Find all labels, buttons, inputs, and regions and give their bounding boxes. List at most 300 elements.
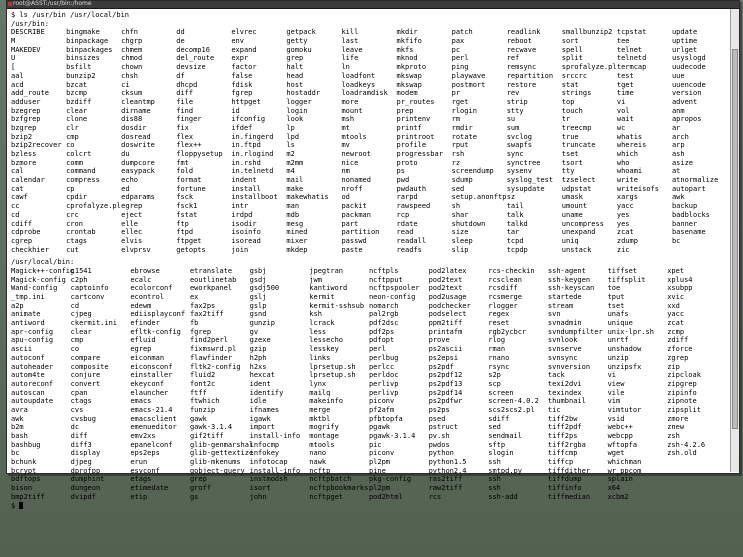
- file-entry: echo: [121, 176, 139, 185]
- file-entry: sed: [451, 184, 465, 193]
- file-entry: doswrite: [121, 141, 155, 150]
- file-entry: bzip2: [11, 132, 33, 141]
- file-entry: antiword: [11, 319, 45, 328]
- file-entry: splain: [607, 475, 633, 484]
- file-entry: mail: [286, 176, 304, 185]
- file-entry: leave: [341, 45, 363, 54]
- file-entry: truncate: [561, 141, 596, 150]
- file-entry: mkfifo: [396, 37, 422, 46]
- file-entry: cron: [66, 219, 83, 228]
- usr-local-bin-listing: [11, 267, 727, 502]
- file-entry: tr: [561, 115, 571, 124]
- file-entry: pstruct: [428, 423, 459, 432]
- file-entry: john: [249, 492, 267, 501]
- file-entry: writeisofs: [616, 184, 660, 193]
- file-entry: ftpd: [176, 228, 194, 237]
- file-entry: cvs: [70, 405, 84, 414]
- file-entry: mkproto: [396, 63, 427, 72]
- text-cursor: [19, 502, 23, 509]
- file-entry: playwave: [451, 71, 486, 80]
- file-entry: ctags: [66, 236, 88, 245]
- file-entry: ssh-keygen: [547, 275, 591, 284]
- file-entry: rz: [451, 158, 461, 167]
- file-entry: ps2epsi: [428, 353, 459, 362]
- file-entry: bzmore: [11, 158, 37, 167]
- file-entry: lprsetup.sh: [309, 362, 356, 371]
- file-entry: banner: [671, 219, 698, 228]
- file-entry: packit: [341, 202, 367, 211]
- file-entry: neon-config: [368, 293, 416, 301]
- file-entry: wftopfa: [607, 440, 638, 449]
- file-entry: test: [616, 71, 634, 80]
- file-entry: bash: [11, 432, 28, 440]
- file-entry: eoutlinetab: [189, 275, 237, 284]
- file-entry: getopts: [176, 245, 206, 254]
- file-entry: write: [616, 176, 638, 185]
- file-entry: time: [616, 89, 634, 98]
- file-entry: man: [286, 202, 300, 211]
- file-entry: last: [341, 37, 359, 46]
- file-entry: ebrowse: [130, 266, 160, 275]
- file-entry: econtrol: [130, 293, 165, 301]
- file-entry: etags: [130, 475, 152, 484]
- file-entry: install-info: [249, 466, 301, 475]
- file-entry: tiffdither: [547, 466, 591, 475]
- file-entry: gzip: [249, 345, 267, 354]
- file-entry: pgawk: [368, 423, 391, 432]
- file-entry: emacsclient: [130, 414, 177, 423]
- file-entry: sprofalyze.pl: [561, 63, 617, 72]
- file-entry: ncftpspooler: [368, 284, 420, 293]
- file-entry: swapfs: [506, 141, 532, 150]
- file-entry: checkhier: [11, 245, 49, 254]
- file-entry: instmodsh: [249, 475, 288, 484]
- file-entry: ls: [286, 141, 295, 150]
- file-entry: bison: [11, 484, 33, 493]
- file-entry: devsize: [176, 63, 206, 72]
- file-entry: svn: [547, 310, 561, 319]
- file-entry: pc: [451, 45, 461, 54]
- file-entry: whereis: [616, 141, 647, 150]
- file-entry: file: [176, 97, 194, 106]
- file-entry: vile: [607, 388, 625, 397]
- file-entry: termcap: [616, 63, 647, 72]
- file-entry: gobject-query: [189, 466, 245, 475]
- file-entry: tiff2pdf: [547, 423, 582, 432]
- file-entry: rcsdiff: [488, 284, 518, 293]
- file-entry: cd: [70, 301, 80, 310]
- file-entry: vsid: [607, 414, 625, 423]
- file-entry: perl: [451, 54, 469, 63]
- file-entry: conjure: [70, 371, 101, 380]
- file-entry: sdump: [451, 176, 473, 185]
- file-entry: compare: [70, 353, 101, 362]
- file-entry: in.telnetd: [231, 167, 274, 176]
- input-line[interactable]: [11, 502, 727, 511]
- file-entry: h2xs: [249, 362, 267, 371]
- file-entry: head: [286, 71, 304, 80]
- file-entry: ekeyconf: [130, 379, 165, 388]
- file-entry: bc: [671, 236, 681, 245]
- file-entry: tsort: [561, 158, 583, 167]
- usr-bin-listing: [11, 28, 727, 254]
- scrollbar-thumb[interactable]: [732, 49, 738, 429]
- file-entry: regex: [488, 310, 510, 319]
- file-entry: tar: [506, 228, 520, 237]
- file-entry: [667, 458, 727, 467]
- file-entry: aal: [11, 71, 24, 80]
- file-entry: uncompress: [561, 219, 604, 228]
- file-entry: diff3: [70, 440, 92, 449]
- file-entry: sysupdate: [506, 184, 545, 193]
- file-entry: podselect: [428, 310, 467, 319]
- file-entry: svnadmin: [547, 319, 582, 328]
- file-entry: zdump: [616, 236, 638, 245]
- file-entry: env: [231, 37, 244, 46]
- file-entry: mknod: [396, 54, 418, 63]
- file-entry: clear: [70, 327, 92, 336]
- file-entry: bzfgrep: [11, 115, 41, 124]
- file-entry: lpd: [286, 132, 300, 141]
- file-entry: pv.sh: [428, 432, 450, 440]
- file-entry: egrep: [130, 345, 152, 354]
- file-entry: tiffdump: [547, 475, 582, 484]
- file-entry: pod2latex: [428, 266, 467, 275]
- file-entry: crc: [66, 210, 79, 219]
- file-entry: cjpeg: [70, 310, 92, 319]
- file-entry: Wand-config: [11, 284, 58, 293]
- file-entry: cp: [66, 184, 75, 193]
- file-entry: indent: [231, 176, 257, 185]
- file-entry: zcmp: [667, 327, 685, 336]
- file-entry: size: [451, 228, 469, 237]
- file-entry: tset: [607, 301, 625, 310]
- file-entry: python2.4: [428, 466, 467, 475]
- file-entry: rcs-checkin: [488, 266, 535, 275]
- file-entry: setup.anonftp: [451, 193, 507, 202]
- file-entry: etip: [130, 492, 148, 501]
- file-entry: autoscan: [11, 388, 45, 397]
- file-entry: ftff: [189, 388, 207, 397]
- file-entry: erun: [130, 458, 148, 467]
- file-entry: gzexe: [249, 336, 271, 345]
- window-title: root@ASST:/usr/bin:/home: [13, 0, 92, 7]
- file-entry: at: [671, 167, 681, 176]
- window-titlebar[interactable]: [7, 1, 739, 9]
- file-entry: texi2dvi: [547, 379, 582, 388]
- file-entry: talk: [506, 210, 524, 219]
- file-entry: update: [671, 28, 698, 37]
- file-entry: treecmp: [561, 123, 592, 132]
- scrollbar[interactable]: [730, 9, 739, 472]
- file-entry: getty: [286, 37, 308, 46]
- file-entry: advent: [671, 97, 698, 106]
- file-entry: ln: [341, 63, 350, 72]
- file-entry: ci: [121, 80, 130, 89]
- file-entry: python1.5: [428, 458, 467, 467]
- file-entry: proto: [396, 158, 418, 167]
- file-entry: perlcc: [368, 362, 395, 371]
- file-entry: funzip: [189, 405, 216, 414]
- file-entry: ncftpbookmarks: [309, 484, 369, 493]
- file-entry: fmt: [176, 158, 189, 167]
- file-entry: ncftpls: [368, 266, 399, 275]
- file-entry: tiffcp: [547, 458, 574, 467]
- file-entry: chsh: [121, 71, 139, 80]
- file-entry: xargs: [616, 193, 638, 202]
- file-entry: chgrp: [121, 37, 143, 46]
- file-entry: calendar: [11, 176, 45, 185]
- file-entry: colcrt: [66, 150, 92, 158]
- file-entry: rlogger: [488, 301, 518, 310]
- file-entry: ssh-keyscan: [547, 284, 595, 293]
- file-entry: bzless: [11, 150, 37, 158]
- file-entry: syslog_test: [506, 176, 554, 185]
- file-entry: dc: [70, 423, 80, 432]
- file-entry: lessecho: [309, 336, 343, 345]
- file-entry: zipcloak: [667, 371, 701, 380]
- file-entry: factor: [231, 63, 257, 72]
- terminal-output[interactable]: [11, 11, 727, 510]
- file-entry: ecalc: [130, 275, 152, 284]
- file-entry: dosdir: [121, 123, 147, 132]
- file-entry: ppm2tiff: [428, 319, 463, 328]
- file-entry: install: [231, 184, 261, 193]
- file-entry: ifnames: [249, 405, 280, 414]
- file-entry: captoinfo: [70, 284, 109, 293]
- file-entry: host: [286, 80, 304, 89]
- file-entry: crontab: [66, 228, 96, 237]
- file-entry: pwdos: [428, 440, 450, 449]
- file-entry: printroot: [396, 132, 435, 141]
- file-entry: makewhatis: [286, 193, 329, 202]
- file-entry: ssh: [488, 458, 501, 467]
- file-entry: svnserve: [547, 345, 582, 354]
- file-entry: slogin: [488, 449, 514, 458]
- file-entry: printenv: [396, 115, 431, 124]
- file-entry: compress: [66, 176, 100, 185]
- file-entry: pal2rgb: [368, 310, 399, 319]
- file-entry: [667, 467, 727, 476]
- file-entry: pwdauth: [396, 184, 427, 193]
- file-entry: svnsync: [547, 353, 578, 362]
- file-entry: command: [66, 167, 96, 176]
- file-entry: false: [231, 71, 253, 80]
- file-entry: pod2usage: [428, 293, 467, 301]
- file-entry: join: [231, 245, 249, 254]
- file-entry: paste: [341, 245, 363, 254]
- file-entry: piconv: [368, 397, 395, 406]
- file-entry: ras2tiff: [428, 475, 463, 484]
- file-entry: elle: [121, 219, 139, 228]
- file-entry: version: [671, 89, 702, 98]
- file-entry: edparams: [121, 193, 155, 202]
- file-entry: ref: [506, 54, 520, 63]
- file-entry: tail: [506, 202, 524, 211]
- file-entry: pic: [368, 440, 382, 449]
- file-entry: vim: [607, 397, 621, 406]
- file-entry: ex: [189, 293, 199, 301]
- file-entry: epanelconf: [130, 440, 173, 449]
- file-entry: getpack: [286, 28, 316, 37]
- file-entry: gsbj: [249, 266, 267, 275]
- file-entry: glib-mkenums: [189, 458, 241, 467]
- file-entry: fix: [176, 123, 189, 132]
- close-icon[interactable]: [8, 2, 12, 6]
- file-entry: tiffcmp: [547, 449, 578, 458]
- file-entry: id: [231, 106, 240, 115]
- file-entry: irdpd: [231, 210, 253, 219]
- file-entry: rev: [506, 89, 520, 98]
- file-entry: postmort: [451, 80, 486, 89]
- file-entry: ftpget: [176, 236, 202, 245]
- file-entry: mtools: [309, 440, 335, 449]
- file-entry: split: [561, 54, 583, 63]
- file-entry: rawspeed: [396, 202, 431, 211]
- file-entry: bzdiff: [66, 97, 92, 106]
- file-entry: composite: [70, 362, 109, 371]
- file-entry: c1541: [70, 266, 92, 275]
- file-entry: scs2scs2.pl: [488, 405, 535, 414]
- file-entry: nonamed: [341, 176, 371, 185]
- file-entry: slip: [451, 245, 469, 254]
- file-entry: vimtutor: [607, 405, 642, 414]
- file-entry: efltk-config: [130, 327, 181, 336]
- file-entry: chown: [121, 63, 143, 72]
- file-entry: xcbm2: [607, 492, 629, 501]
- file-entry: tcpd: [506, 236, 524, 245]
- file-entry: perlivp: [368, 388, 399, 397]
- file-entry: view: [607, 379, 625, 388]
- file-entry: pgawk-3.1.4: [368, 432, 416, 440]
- usr-local-bin-header: /usr/local/bin:: [11, 258, 75, 267]
- file-entry: unafs: [607, 310, 629, 319]
- file-entry: bc: [11, 449, 20, 458]
- file-entry: ecolorconf: [130, 284, 173, 293]
- file-entry: floppysetup: [176, 150, 223, 158]
- file-entry: reset: [488, 319, 510, 328]
- file-entry: kantiword: [309, 284, 348, 293]
- file-entry: mesg: [286, 219, 304, 228]
- file-entry: modem: [396, 89, 418, 98]
- file-entry: ed: [121, 184, 130, 193]
- file-entry: rsync: [488, 362, 510, 371]
- file-entry: nawk: [309, 458, 327, 467]
- file-entry: clr: [66, 123, 79, 132]
- file-entry: a2p: [11, 301, 24, 310]
- file-entry: diff: [70, 432, 88, 440]
- file-entry: expr: [231, 54, 249, 63]
- file-entry: fdisk: [231, 80, 253, 89]
- file-entry: pf2afm: [368, 405, 395, 414]
- file-entry: znew: [667, 423, 685, 432]
- file-entry: touch: [561, 106, 583, 115]
- file-entry: pr_routes: [396, 97, 435, 106]
- file-entry: gv: [249, 327, 259, 336]
- file-entry: mktbl: [309, 414, 331, 423]
- file-entry: ar: [671, 123, 681, 132]
- file-entry: prep: [396, 106, 414, 115]
- file-entry: ckermit.ini: [70, 319, 118, 328]
- file-entry: logger: [286, 97, 312, 106]
- file-entry: pod2text: [428, 275, 463, 284]
- file-entry: which: [616, 150, 638, 158]
- file-entry: uudecode: [671, 63, 706, 72]
- file-entry: dumphint: [70, 475, 105, 484]
- file-entry: montage: [309, 432, 339, 440]
- file-entry: gif2tiff: [189, 432, 224, 440]
- file-entry: ident: [249, 379, 271, 388]
- file-entry: decomp16: [176, 45, 210, 54]
- file-entry: wget: [607, 449, 625, 458]
- file-entry: tiff2bw: [547, 414, 578, 423]
- file-entry: pkg-config: [368, 475, 412, 484]
- file-entry: zip: [667, 362, 680, 371]
- file-entry: acd: [11, 80, 24, 89]
- file-entry: cat: [11, 184, 24, 193]
- file-entry: ftwhich: [189, 397, 220, 406]
- file-entry: cprofalyze.pl: [66, 202, 121, 211]
- file-entry: profile: [396, 141, 427, 150]
- file-entry: login: [286, 106, 308, 115]
- file-entry: zcat: [616, 228, 634, 237]
- file-entry: badblocks: [671, 210, 710, 219]
- file-entry: emv2xs: [130, 432, 156, 440]
- file-entry: sftp: [488, 440, 506, 449]
- file-entry: tzselect: [561, 176, 596, 185]
- file-entry: rgb2ycbcr: [488, 327, 527, 336]
- file-entry: partition: [341, 228, 380, 237]
- file-entry: scp: [488, 379, 501, 388]
- file-entry: newroot: [341, 150, 371, 158]
- file-entry: tty: [561, 167, 575, 176]
- file-entry: bcrypt: [11, 466, 37, 475]
- file-entry: avra: [11, 405, 28, 414]
- file-entry: dungeon: [70, 484, 101, 493]
- file-entry: fsck1: [176, 202, 198, 211]
- file-entry: convert: [70, 379, 101, 388]
- file-entry: isoread: [231, 236, 261, 245]
- file-entry: idle: [249, 397, 267, 406]
- file-entry: su: [506, 115, 516, 124]
- file-entry: nroff: [341, 184, 363, 193]
- file-entry: screendump: [451, 167, 494, 176]
- file-entry: fortune: [176, 184, 206, 193]
- file-entry: make: [286, 184, 304, 193]
- terminal-window[interactable]: [6, 0, 740, 510]
- file-entry: cmp: [66, 132, 79, 141]
- file-entry: sum: [506, 123, 520, 132]
- file-entry: stream: [547, 301, 574, 310]
- file-entry: prove: [428, 336, 450, 345]
- file-entry: atnormalize: [671, 176, 719, 185]
- file-entry: bzegrep: [11, 106, 41, 115]
- file-entry: xvic: [667, 293, 685, 301]
- file-entry: loadkeys: [341, 80, 376, 89]
- file-entry: cgrep: [11, 236, 33, 245]
- file-entry: telnet: [616, 45, 643, 54]
- file-entry: unix-lpr.sh: [607, 327, 654, 336]
- file-entry: etimedate: [130, 484, 169, 493]
- file-entry: toe: [607, 284, 621, 293]
- file-entry: tiff2rgba: [547, 440, 586, 449]
- file-entry: tee: [616, 37, 630, 46]
- file-entry: cmp: [70, 336, 84, 345]
- file-entry: autoheader: [11, 362, 54, 371]
- file-entry: raw2tiff: [428, 484, 463, 493]
- file-entry: lp: [286, 123, 295, 132]
- file-entry: printf: [396, 123, 422, 132]
